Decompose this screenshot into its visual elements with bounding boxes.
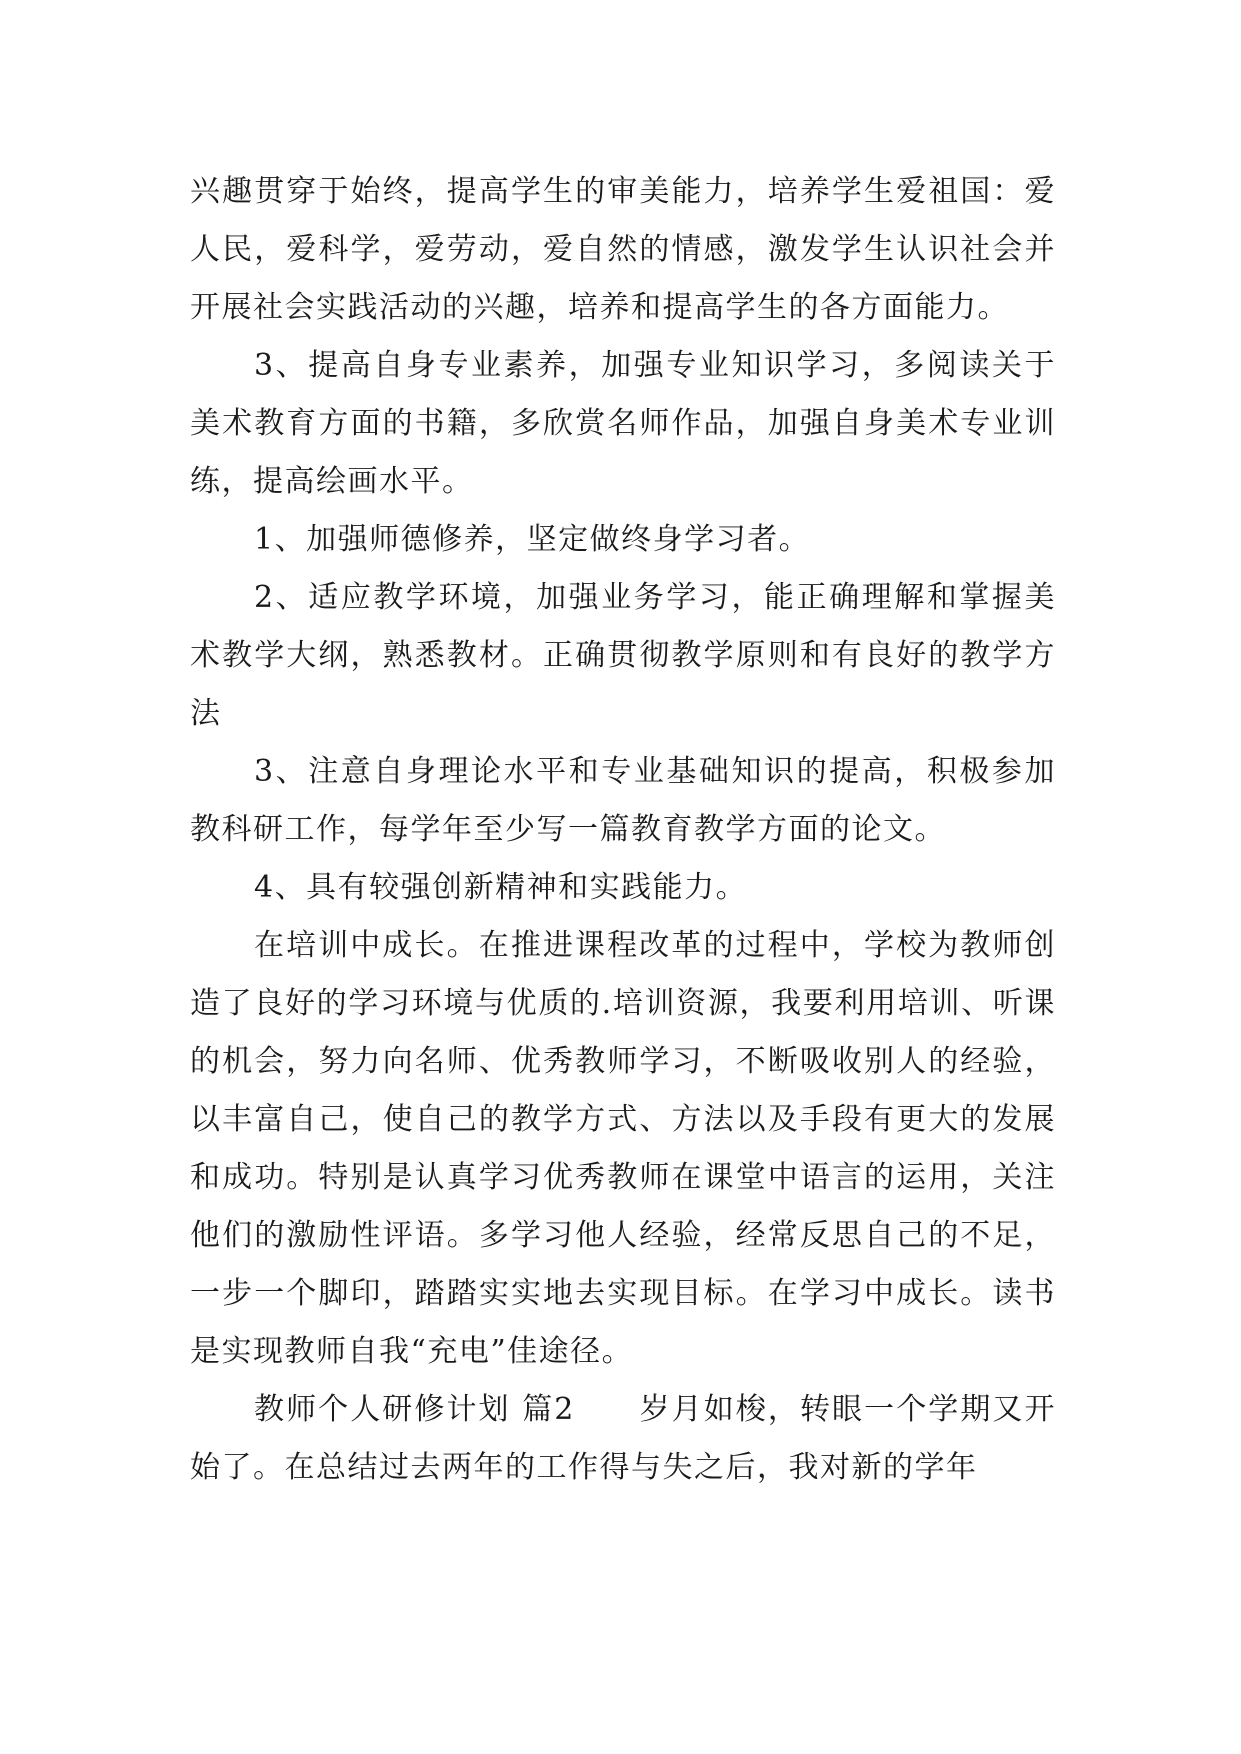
paragraph-plan-part-2: 教师个人研修计划 篇2 岁月如梭，转眼一个学期又开始了。在总结过去两年的工作得与失之后，我对新的学年 — [190, 1392, 1056, 1485]
paragraph-theory-level: 3、注意自身理论水平和专业基础知识的提高，积极参加教科研工作，每学年至少写一篇教育教学方面的论文。 — [190, 754, 1056, 847]
paragraph-teacher-ethics: 1、加强师德修养，坚定做终身学习者。 — [254, 522, 811, 557]
paragraph-growth-in-training: 在培训中成长。在推进课程改革的过程中，学校为教师创造了良好的学习环境与优质的.培训资源，我要利用培训、听课的机会，努力向名师、优秀教师学习，不断吸收别人的经验，以丰富自己，使自己的教学方式、方法以及手段有更大的发展和成功。特别是认真学习优秀教师在课堂中语言的运用，关注他们的激励性评语。多学习他人经验，经常反思自己的不足，一步一个脚印，踏踏实实地去实现目标。在学习中成长。读书是实现教师自我“充电”佳途径。 — [190, 928, 1056, 1369]
paragraph-innovation: 4、具有较强创新精神和实践能力。 — [254, 870, 748, 905]
paragraph-professional-literacy: 3、提高自身专业素养，加强专业知识学习，多阅读关于美术教育方面的书籍，多欣赏名师作品，加强自身美术专业训练，提高绘画水平。 — [190, 348, 1056, 499]
paragraph-interest-cultivation: 兴趣贯穿于始终，提高学生的审美能力，培养学生爱祖国：爱人民，爱科学，爱劳动，爱自然的情感，激发学生认识社会并开展社会实践活动的兴趣，培养和提高学生的各方面能力。 — [190, 174, 1056, 325]
document-body — [190, 163, 1056, 1497]
paragraph-teaching-environment: 2、适应教学环境，加强业务学习，能正确理解和掌握美术教学大纲，熟悉教材。正确贯彻教学原则和有良好的教学方法 — [190, 580, 1056, 731]
